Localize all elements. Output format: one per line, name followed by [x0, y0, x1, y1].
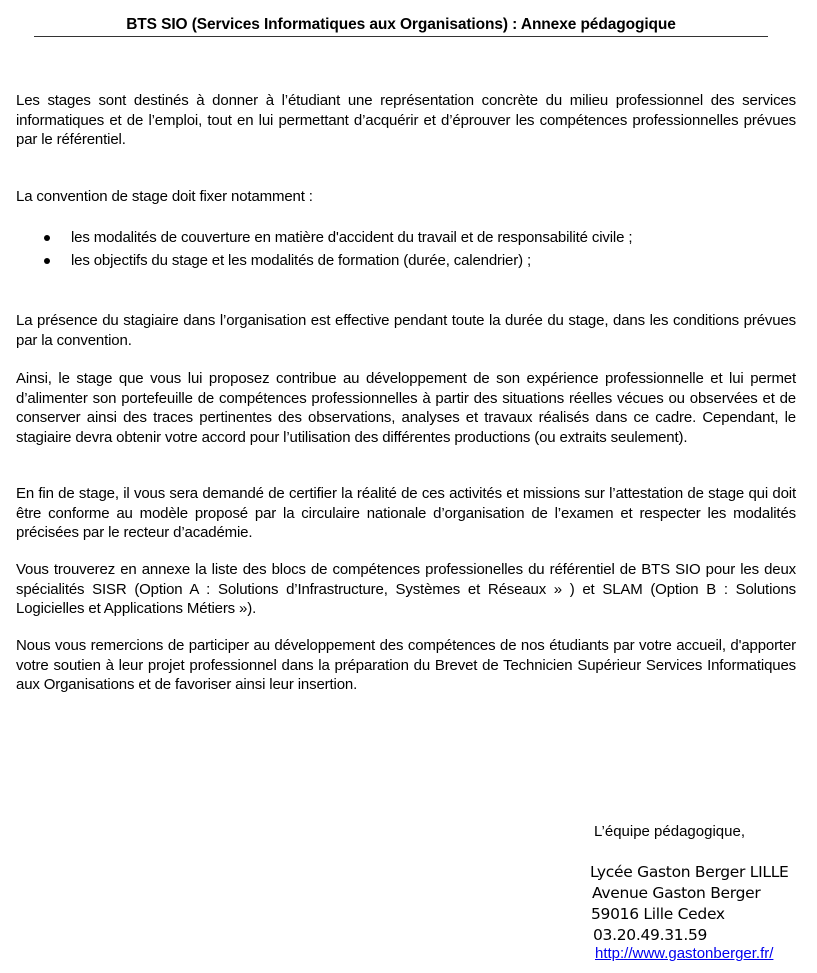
list-item: [16, 226, 796, 249]
presence-paragraph: La présence du stagiaire dans l’organisation est effective pendant toute la durée du stage, dans les conditions prévues par la convention.: [16, 312, 796, 349]
bullet-icon: [44, 235, 50, 241]
signature-city: 59016 Lille Cedex: [591, 905, 725, 923]
thanks-paragraph: Nous vous remercions de participer au développement des compétences de nos étudiants par votre accueil, d'apporter votre soutien à leur projet professionnel dans la préparation du Brevet de Technicien Supérieur Services Informatiques aux Organisations et de favoriser ainsi leur insertion.: [16, 637, 796, 693]
list-item: [16, 249, 796, 272]
signature-team: L’équipe pédagogique,: [594, 823, 745, 840]
list-item-text: les objectifs du stage et les modalités de formation (durée, calendrier) ;: [71, 252, 531, 269]
intro-paragraph: Les stages sont destinés à donner à l’étudiant une représentation concrète du milieu professionnel des services informatiques et de l’emploi, tout en lui permettant d’acquérir et d’éprouver les compétences professionnelles prévues par le référentiel.: [16, 92, 796, 148]
signature-school: Lycée Gaston Berger LILLE: [590, 863, 789, 881]
attestation-paragraph: En fin de stage, il vous sera demandé de certifier la réalité de ces activités et missions sur l’attestation de stage qui doit être conforme au modèle proposé par la circulaire nationale d’organisation de l’examen et respecter les modalités précisées par le recteur d’académie.: [16, 485, 796, 541]
school-website-link[interactable]: http://www.gastonberger.fr/: [595, 945, 774, 962]
bullet-icon: [44, 258, 50, 264]
experience-paragraph: Ainsi, le stage que vous lui proposez contribue au développement de son expérience professionnelle et lui permet d’alimenter son portefeuille de compétences professionnelles à partir des situations réelles vécues ou observées et de conserver ainsi des traces pertinentes des observations, analyses et travaux réalisés dans ce cadre. Cependant, le stagiaire devra obtenir votre accord pour l’utilisation des différentes productions (ou extraits seulement).: [16, 370, 796, 446]
convention-bullet-list: [16, 226, 796, 272]
document-title: BTS SIO (Services Informatiques aux Organisations) : Annexe pédagogique: [126, 16, 676, 33]
list-item-text: les modalités de couverture en matière d'accident du travail et de responsabilité civile ;: [71, 229, 633, 246]
document-header: [34, 15, 768, 37]
signature-phone: 03.20.49.31.59: [593, 926, 708, 944]
convention-intro-paragraph: La convention de stage doit fixer notamment :: [16, 188, 313, 205]
competences-paragraph: Vous trouverez en annexe la liste des blocs de compétences professionelles du référentiel de BTS SIO pour les deux spécialités SISR (Option A : Solutions d’Infrastructure, Systèmes et Réseaux » ) et SLAM (Option B : Solutions Logicielles et Applications Métiers »).: [16, 561, 796, 617]
signature-street: Avenue Gaston Berger: [592, 884, 761, 902]
